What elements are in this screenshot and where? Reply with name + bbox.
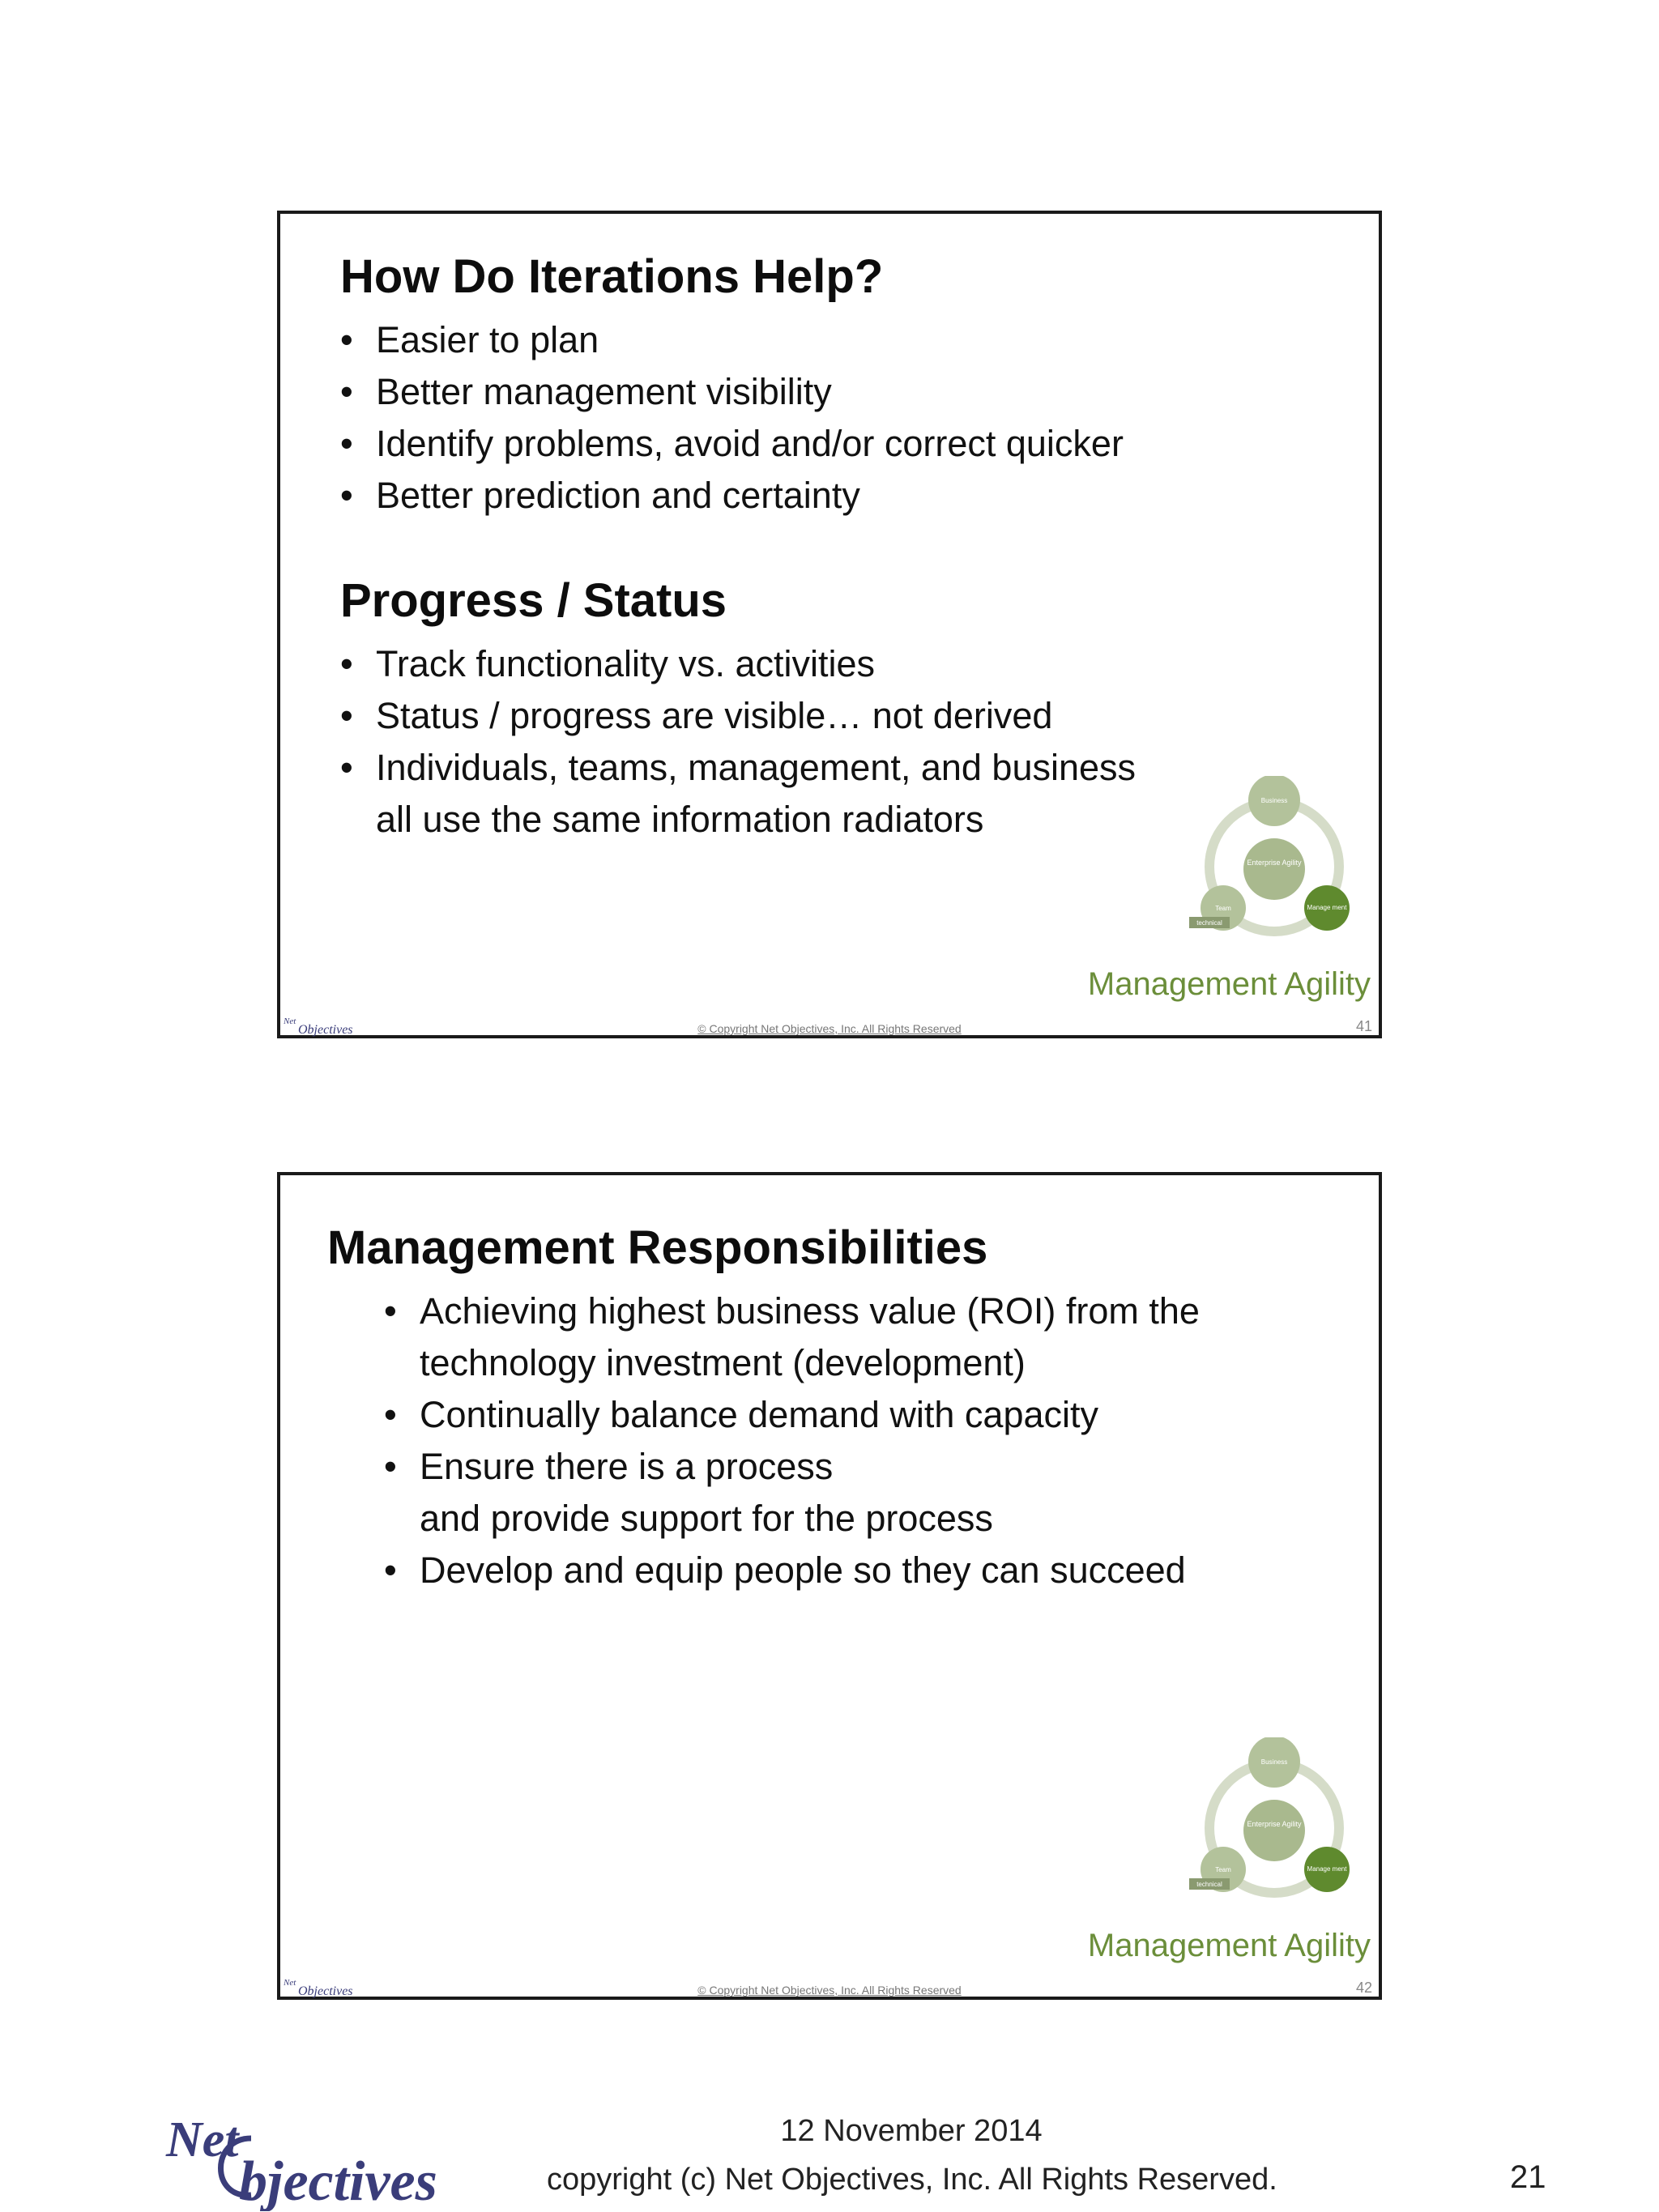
svg-text:Objectives: Objectives	[298, 1984, 353, 1998]
slide-41	[277, 211, 1382, 1038]
list-item: • Better prediction and certainty	[340, 470, 1124, 522]
list-item: • Track functionality vs. activities	[340, 638, 1136, 690]
slide-number: 41	[1355, 1018, 1372, 1034]
bullet-list	[340, 314, 1124, 522]
list-item: • Status / progress are visible… not derived	[340, 690, 1136, 742]
list-item: • Continually balance demand with capacity	[384, 1389, 1200, 1441]
list-item-line: Achieving highest business value (ROI) from the	[420, 1290, 1200, 1332]
diagram-center-node	[1243, 1800, 1305, 1861]
diagram-center-label: Enterprise Agility	[1247, 859, 1302, 867]
svg-text:Objectives: Objectives	[298, 1023, 353, 1037]
slide-42	[277, 1172, 1382, 2000]
diagram-left-label: Team	[1215, 1866, 1231, 1873]
list-item	[384, 1441, 1200, 1545]
diagram-top-label: Business	[1260, 797, 1288, 804]
diagram-top-label: Business	[1260, 1758, 1288, 1766]
bullet-list	[384, 1285, 1200, 1596]
diagram-left-label: Team	[1215, 905, 1231, 912]
diagram-right-label: Manage ment	[1307, 904, 1347, 911]
slide-heading: Management Responsibilities	[327, 1221, 988, 1274]
diagram-center-label: Enterprise Agility	[1247, 1820, 1302, 1828]
list-item-line: Ensure there is a process	[420, 1446, 834, 1487]
svg-text:Net: Net	[166, 2112, 239, 2167]
list-item	[384, 1285, 1200, 1389]
svg-text:bjectives: bjectives	[239, 2150, 437, 2211]
diagram-center-node	[1243, 838, 1305, 900]
list-item-line: and provide support for the process	[420, 1498, 993, 1539]
agility-label: Management Agility	[1087, 966, 1371, 1002]
diagram-tag-label: technical	[1196, 919, 1222, 927]
svg-text:Net: Net	[284, 1978, 296, 1988]
slide-number: 42	[1355, 1980, 1372, 1996]
page-number: 21	[1510, 2159, 1546, 2195]
slide-copyright: © Copyright Net Objectives, Inc. All Rights Reserved	[697, 1984, 962, 1997]
diagram-right-label: Manage ment	[1307, 1865, 1347, 1873]
footer-copyright: copyright (c) Net Objectives, Inc. All Rights Reserved.	[547, 2163, 1277, 2197]
list-item: • Develop and equip people so they can succeed	[384, 1545, 1200, 1596]
agility-label: Management Agility	[1087, 1928, 1371, 1963]
slide-subheading: Progress / Status	[340, 574, 727, 627]
agility-cycle-diagram	[1181, 776, 1367, 962]
list-item-line: technology investment (development)	[420, 1342, 1026, 1383]
list-item	[340, 742, 1136, 846]
slide-heading: How Do Iterations Help?	[340, 250, 884, 303]
list-item-line: Individuals, teams, management, and business	[376, 747, 1137, 788]
list-item: • Identify problems, avoid and/or correct quicker	[340, 418, 1124, 470]
bullet-list	[340, 638, 1136, 846]
agility-cycle-diagram	[1181, 1737, 1367, 1924]
list-item-line: all use the same information radiators	[376, 799, 984, 840]
diagram-tag-label: technical	[1196, 1881, 1222, 1888]
slide-copyright: © Copyright Net Objectives, Inc. All Rights Reserved	[697, 1022, 962, 1035]
list-item: • Better management visibility	[340, 366, 1124, 418]
svg-text:Net: Net	[284, 1016, 296, 1026]
footer-date: 12 November 2014	[780, 2114, 1043, 2148]
list-item: • Easier to plan	[340, 314, 1124, 366]
